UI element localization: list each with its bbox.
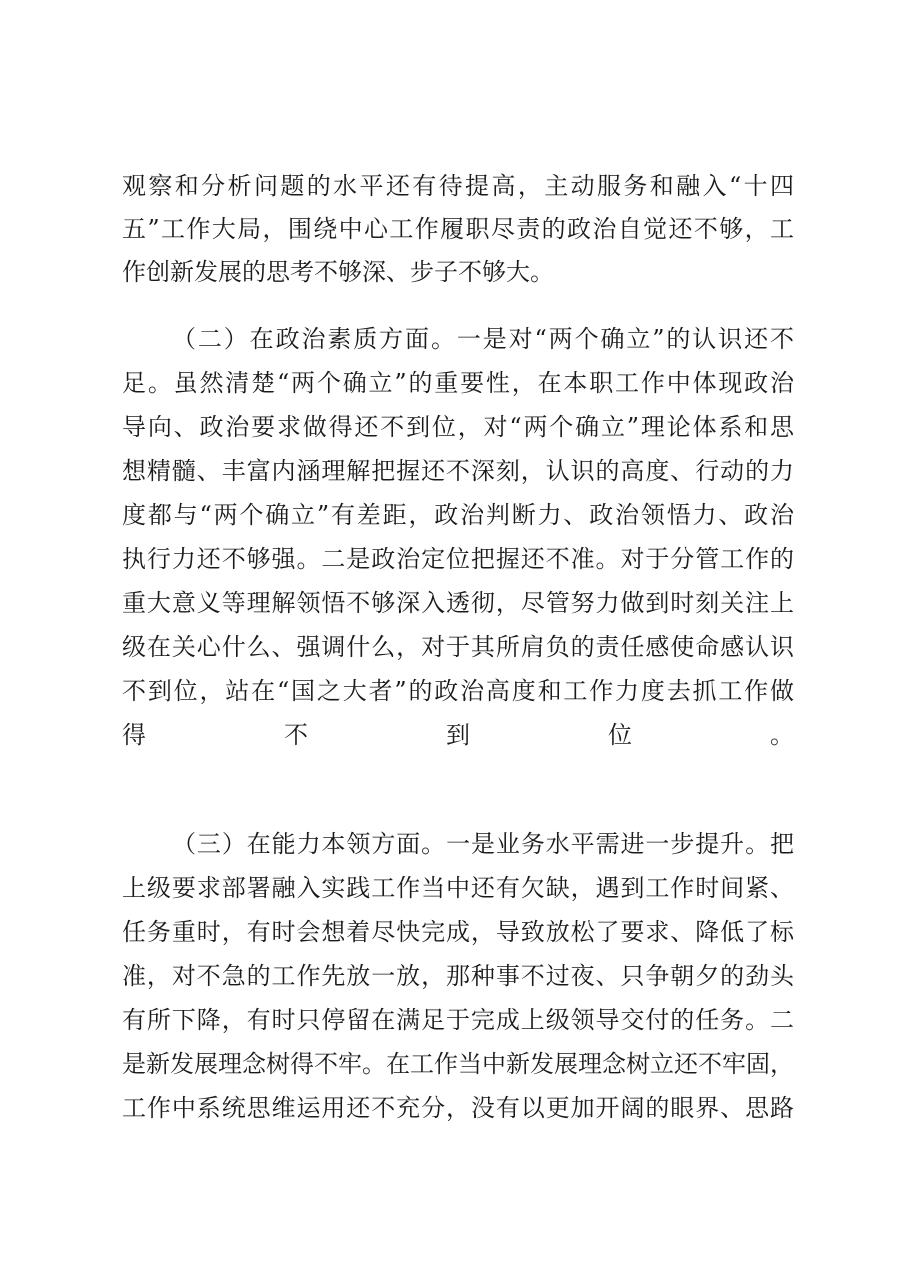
text-line: 准，对不急的工作先放一放，那种事不过夜、只争朝夕的劲头 bbox=[122, 962, 794, 990]
text-line: 导向、政治要求做得还不到位，对“两个确立”理论体系和思 bbox=[122, 413, 794, 441]
text-line: 不到位，站在“国之大者”的政治高度和工作力度去抓工作做 bbox=[122, 677, 794, 705]
text-line: 观察和分析问题的水平还有待提高，主动服务和融入“十四 bbox=[122, 172, 794, 200]
text-line: 度都与“两个确立”有差距，政治判断力、政治领悟力、政治 bbox=[122, 501, 794, 529]
text-line: 想精髓、丰富内涵理解把握还不深刻，认识的高度、行动的力 bbox=[122, 457, 794, 485]
text-line: 重大意义等理解领悟不够深入透彻，尽管努力做到时刻关注上 bbox=[122, 589, 794, 617]
text-line: 任务重时，有时会想着尽快完成，导致放松了要求、降低了标 bbox=[122, 918, 794, 946]
text-line: 工作中系统思维运用还不充分，没有以更加开阔的眼界、思路 bbox=[122, 1094, 794, 1122]
text-line: 作创新发展的思考不够深、步子不够大。 bbox=[122, 258, 554, 286]
text-line: 五”工作大局，围绕中心工作履职尽责的政治自觉还不够，工 bbox=[122, 215, 794, 243]
text-line bbox=[122, 759, 794, 799]
text-line: 上级要求部署融入实践工作当中还有欠缺，遇到工作时间紧、 bbox=[122, 874, 794, 902]
text-line: 执行力还不够强。二是政治定位把握还不准。对于分管工作的 bbox=[122, 545, 794, 573]
text-line: 有所下降，有时只停留在满足于完成上级领导交付的任务。二 bbox=[122, 1006, 794, 1034]
text-line: 是新发展理念树得不牢。在工作当中新发展理念树立还不牢固， bbox=[122, 1050, 794, 1078]
text-line: （三）在能力本领方面。一是业务水平需进一步提升。把 bbox=[172, 830, 794, 858]
text-line: 级在关心什么、强调什么，对于其所肩负的责任感使命感认识 bbox=[122, 633, 794, 661]
text-line: 得不到位。 bbox=[122, 721, 794, 749]
text-line: （二）在政治素质方面。一是对“两个确立”的认识还不 bbox=[172, 325, 794, 353]
text-line: 足。虽然清楚“两个确立”的重要性，在本职工作中体现政治 bbox=[122, 369, 794, 397]
